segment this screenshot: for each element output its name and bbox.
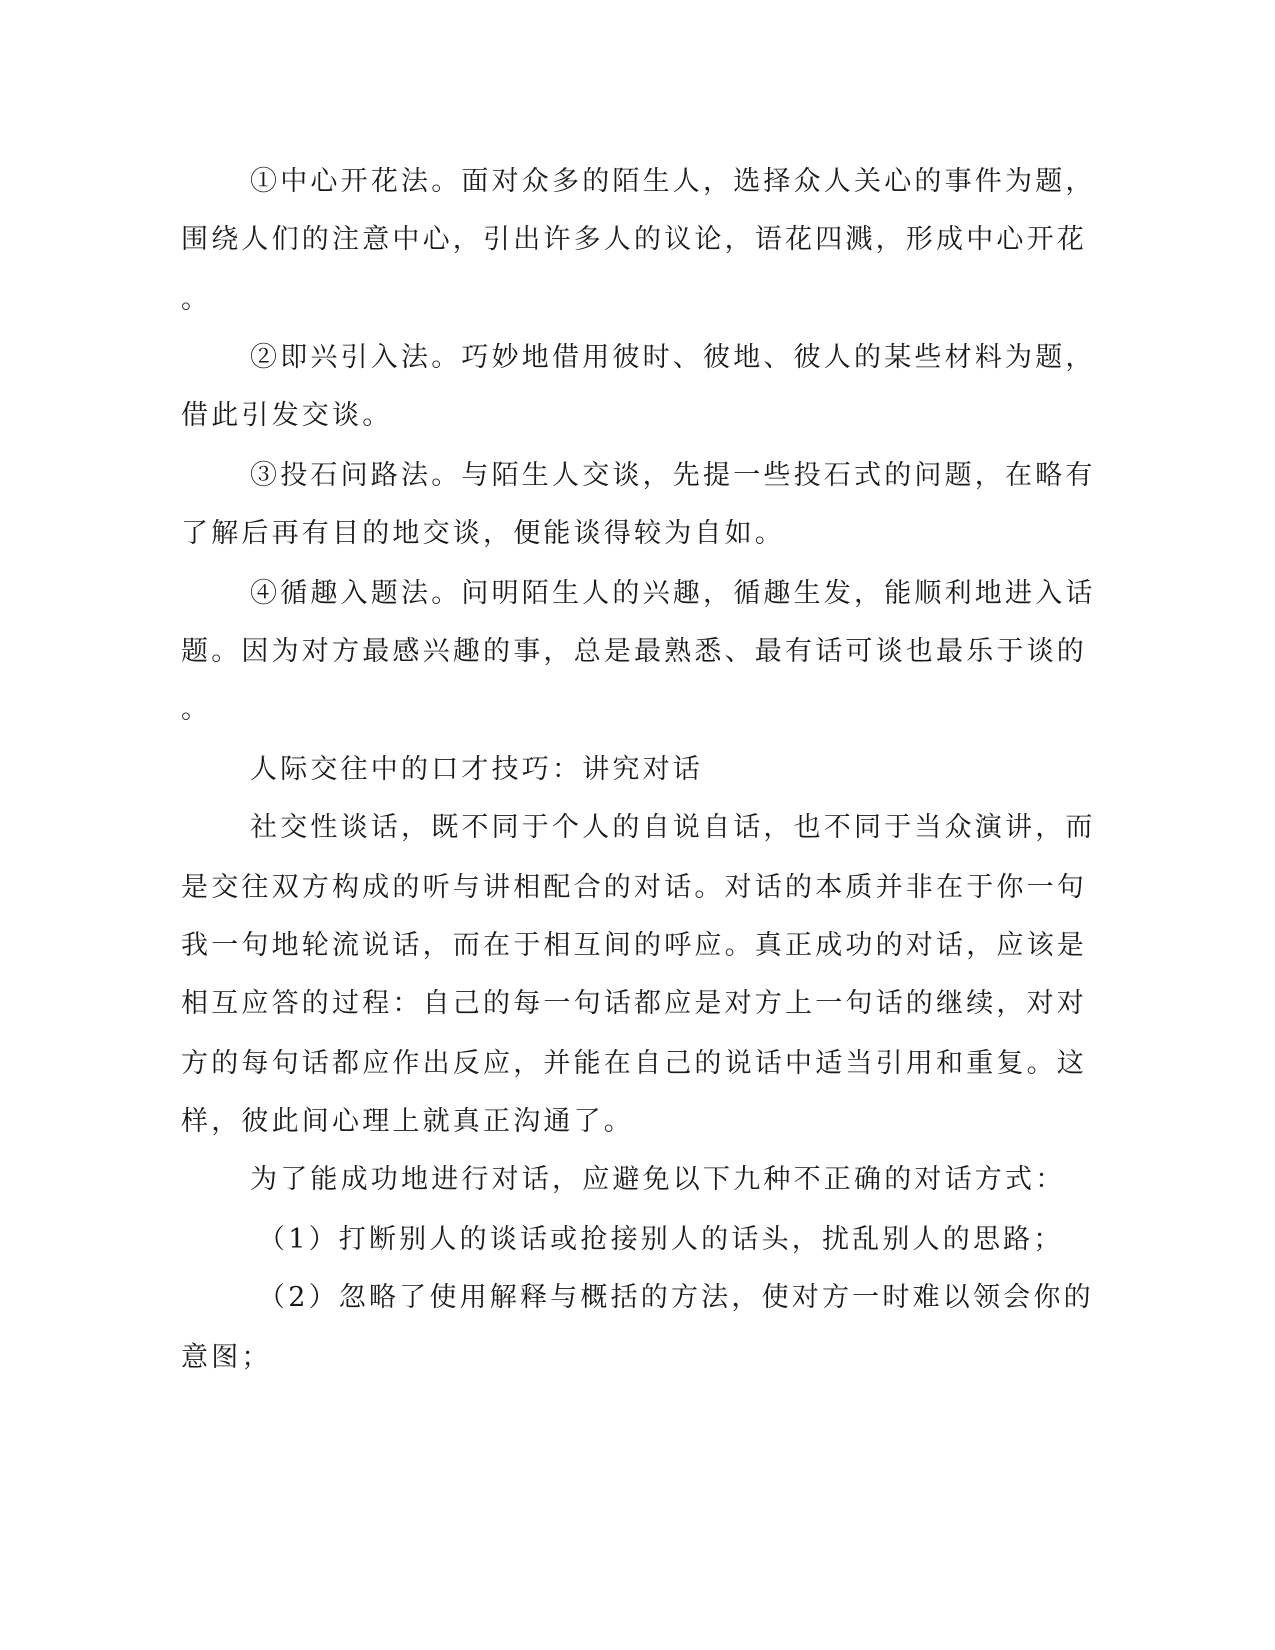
text-line: 了解后再有目的地交谈，便能谈得较为自如。 xyxy=(181,518,785,549)
text-line: 是交往双方构成的听与讲相配合的对话。对话的本质并非在于你一句 xyxy=(181,872,1087,903)
list-item: （1）打断别人的谈话或抢接别人的话头，扰乱别人的思路； xyxy=(258,1224,1064,1255)
text-line: 题。因为对方最感兴趣的事，总是最熟悉、最有话可谈也最乐于谈的 xyxy=(181,636,1087,667)
text-line: ③投石问路法。与陌生人交谈，先提一些投石式的问题，在略有 xyxy=(250,460,1096,491)
section-heading: 人际交往中的口才技巧：讲究对话 xyxy=(250,754,703,785)
text-line: 意图； xyxy=(181,1342,272,1373)
text-line: 。 xyxy=(181,284,212,315)
text-line: 我一句地轮流说话，而在于相互间的呼应。真正成功的对话，应该是 xyxy=(181,930,1087,961)
text-line: 围绕人们的注意中心，引出许多人的议论，语花四溅，形成中心开花 xyxy=(181,224,1087,255)
text-line: 借此引发交谈。 xyxy=(181,400,393,431)
text-line: 样，彼此间心理上就真正沟通了。 xyxy=(181,1106,634,1137)
text-line: 为了能成功地进行对话，应避免以下九种不正确的对话方式： xyxy=(250,1164,1066,1195)
text-line: 社交性谈话，既不同于个人的自说自话，也不同于当众演讲，而 xyxy=(250,812,1096,843)
text-line: ②即兴引入法。巧妙地借用彼时、彼地、彼人的某些材料为题， xyxy=(250,342,1096,373)
text-line: ④循趣入题法。问明陌生人的兴趣，循趣生发，能顺利地进入话 xyxy=(250,578,1096,609)
text-line: 。 xyxy=(181,694,212,725)
text-line: 方的每句话都应作出反应，并能在自己的说话中适当引用和重复。这 xyxy=(181,1048,1087,1079)
text-line: 相互应答的过程：自己的每一句话都应是对方上一句话的继续，对对 xyxy=(181,988,1087,1019)
list-item: （2）忽略了使用解释与概括的方法，使对方一时难以领会你的 xyxy=(258,1282,1094,1313)
text-line: ①中心开花法。面对众多的陌生人，选择众人关心的事件为题， xyxy=(250,166,1096,197)
